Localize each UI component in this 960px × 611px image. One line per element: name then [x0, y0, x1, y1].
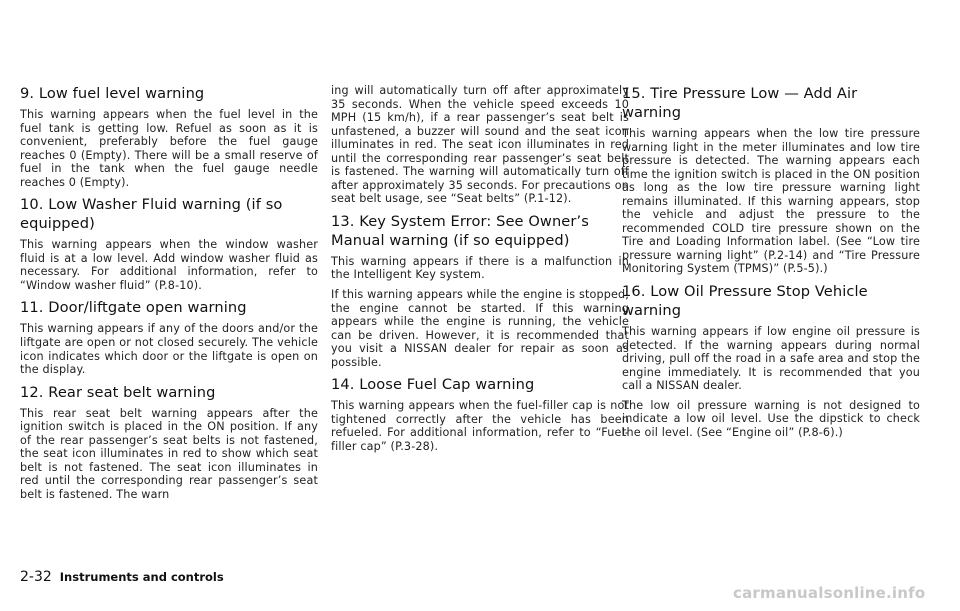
section	[20, 195, 318, 292]
section	[331, 375, 629, 453]
section	[331, 84, 629, 206]
chapter-title: Instruments and controls	[59, 570, 224, 584]
section-heading: 9. Low fuel level warning	[20, 85, 205, 102]
page-number: 2-32	[20, 569, 52, 585]
section-heading: 14. Loose Fuel Cap warning	[331, 376, 535, 394]
watermark: carmanualsonline.info	[733, 584, 926, 602]
section-heading: 15. Tire Pressure Low — Add Air warning	[622, 85, 858, 121]
body-paragraph: This rear seat belt warning appears after the ignition switch is placed in the ON position. If any of the rear passenger’s seat belts is not fastened, the seat icon illuminates in red to show which seat belt is not fastened. The seat icon illuminates in red until the corresponding rear passenger’s seat belt is fastened. The warn	[20, 406, 318, 501]
text-column-middle	[331, 84, 629, 459]
section	[20, 84, 318, 189]
page-footer	[20, 569, 224, 585]
body-paragraph: This warning appears if any of the doors and/or the liftgate are open or not closed securely. The vehicle icon indicates which door or the liftgate is open on the display.	[20, 322, 318, 377]
body-paragraph: This warning appears when the fuel-filler cap is not tightened correctly after the vehicle has been refueled. For additional information, refer to “Fuel-filler cap” (P.3-28).	[331, 399, 629, 453]
section	[20, 298, 318, 376]
body-paragraph: The low oil pressure warning is not designed to indicate a low oil level. Use the dipstick to check the oil level. (See “Engine oil” (P.8-6).)	[622, 398, 920, 439]
section	[331, 212, 629, 369]
section-heading: 13. Key System Error: See Owner’s Manual warning (if so equipped)	[331, 212, 589, 249]
section-heading: 11. Door/liftgate open warning	[20, 299, 247, 317]
body-paragraph: This warning appears when the window washer fluid is at a low level. Add window washer fluid as necessary. For additional information, refer to “Window washer fluid” (P.8-10).	[20, 238, 318, 292]
body-paragraph: ing will automatically turn off after approximately 35 seconds. When the vehicle speed exceeds 10 MPH (15 km/h), if a rear passenger’s seat belt is unfastened, a buzzer will sound and the seat icon illuminates in red. The seat icon illuminates in red until the corresponding rear passenger’s seat belt is fastened. The warning will automatically turn off after approximately 35 seconds. For precautions on seat belt usage, see “Seat belts” (P.1-12).	[331, 84, 629, 206]
section	[20, 383, 318, 502]
text-column-right	[622, 84, 920, 445]
body-paragraph: This warning appears when the low tire pressure warning light in the meter illuminates and low tire pressure is detected. The warning appears each time the ignition switch is placed in the ON position as long as the low tire pressure warning light remains illuminated. If this warning appears, stop the vehicle and adjust the pressure to the recommended COLD tire pressure shown on the Tire and Loading Information label. (See “Low tire pressure warning light” (P.2-14) and “Tire Pressure Monitoring System (TPMS)” (P.5-5).)	[622, 127, 920, 276]
section-heading: 16. Low Oil Pressure Stop Vehicle warning	[622, 283, 868, 320]
text-column-left	[20, 84, 318, 507]
section-heading: 10. Low Washer Fluid warning (if so equipped)	[20, 196, 283, 233]
body-paragraph: If this warning appears while the engine is stopped, the engine cannot be started. If this warning appears while the engine is running, the vehicle can be driven. However, it is recommended that you visit a NISSAN dealer for repair as soon as possible.	[331, 288, 629, 369]
body-paragraph: This warning appears if there is a malfunction in the Intelligent Key system.	[331, 254, 629, 282]
body-paragraph: This warning appears if low engine oil pressure is detected. If the warning appears during normal driving, pull off the road in a safe area and stop the engine immediately. It is recommended that you call a NISSAN dealer.	[622, 325, 920, 393]
section-heading: 12. Rear seat belt warning	[20, 383, 216, 401]
body-paragraph: This warning appears when the fuel level in the fuel tank is getting low. Refuel as soon as it is convenient, preferably before the fuel gauge reaches 0 (Empty). There will be a small reserve of fuel in the tank when the fuel gauge needle reaches 0 (Empty).	[20, 108, 318, 189]
section	[622, 282, 920, 439]
section	[622, 84, 920, 276]
